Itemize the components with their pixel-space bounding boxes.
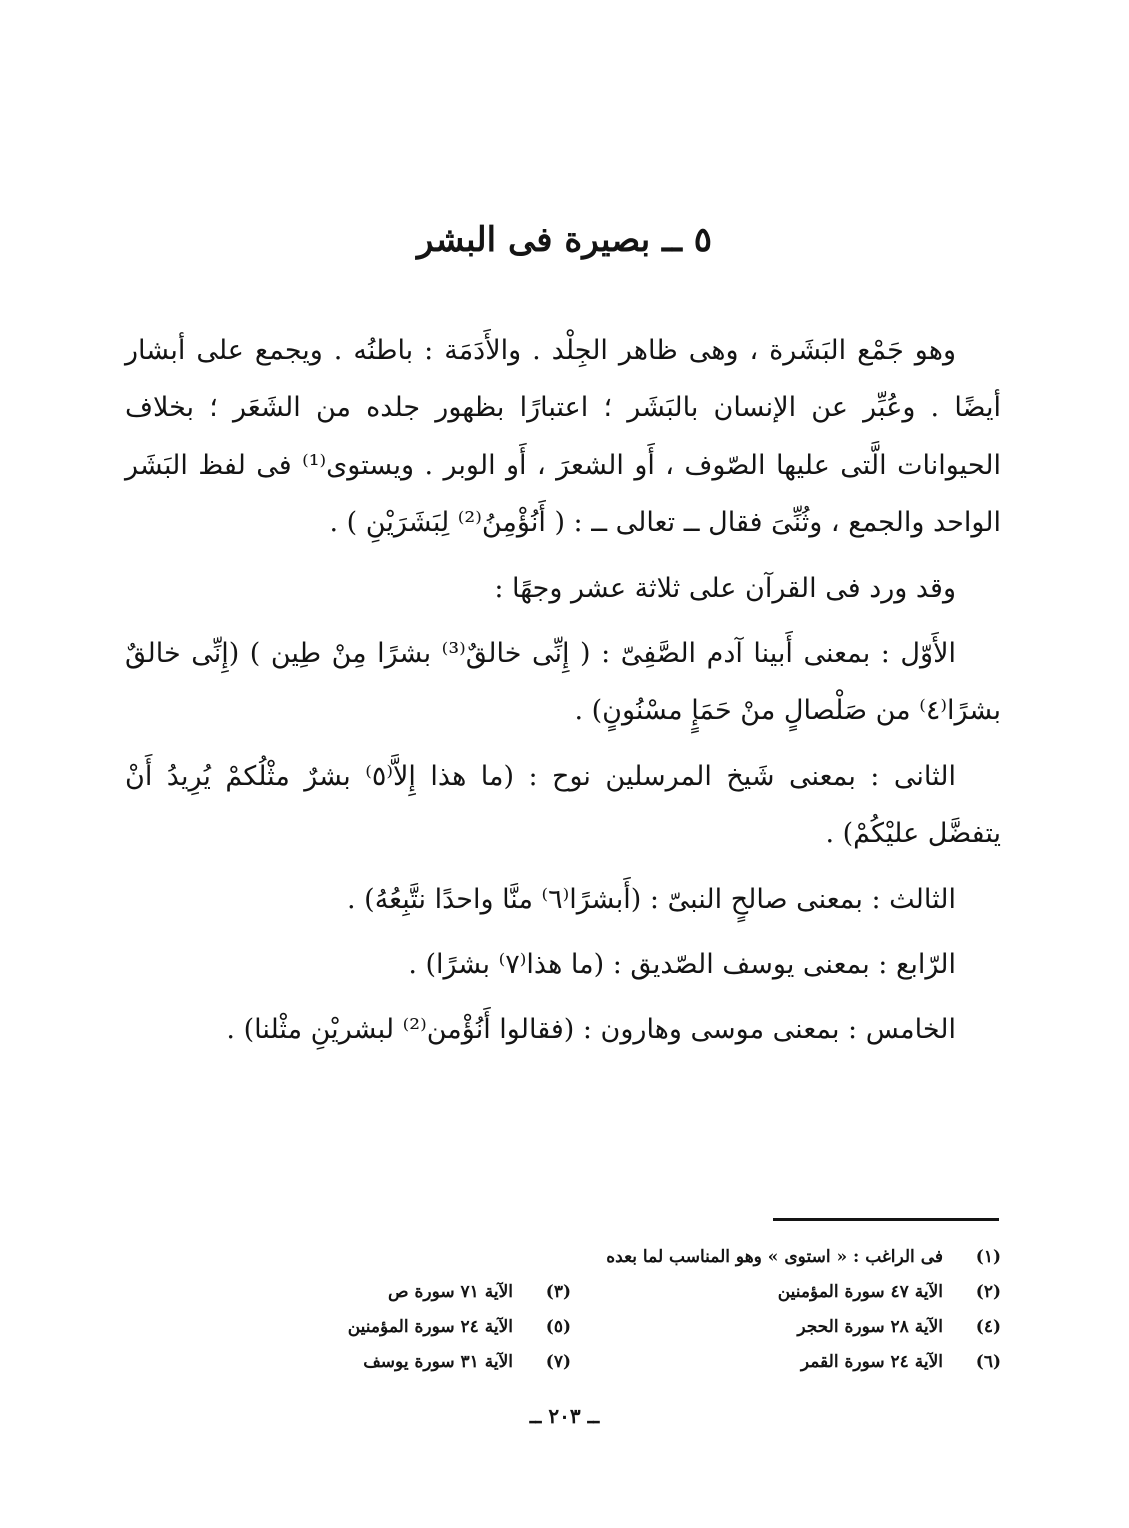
footnote-text: الآية ٤٧ سورة المؤمنين <box>777 1282 943 1302</box>
footnote-number: (٢) <box>975 1282 1001 1302</box>
footnote-row <box>141 1345 1001 1380</box>
paragraph-sense-1: الأَوّل : بمعنى أَبينا آدم الصَّفِىّ : ( إِنِّى خالقٌ⁽³⁾ بشرًا مِنْ طِين ) (إِنِّى خالقٌ بشرًا⁽٤⁾ من صَلْصالٍ منْ حَمَإٍ مسْنُونٍ) . <box>125 638 1001 727</box>
footnote-number: (١) <box>975 1247 1001 1267</box>
paragraph-sense-2: الثانى : بمعنى شَيخ المرسلين نوح : (ما هذا إِلاَّ⁽٥⁾ بشرٌ مثْلُكمْ يُرِيدُ أَنْ يتفضَّل عليْكُمْ) . <box>125 760 1001 850</box>
footnote-text: الآية ٢٤ سورة القمر <box>800 1352 943 1372</box>
footnote-text: فى الراغب : « استوى » وهو المناسب لما بعده <box>606 1247 943 1267</box>
paragraph-sense-5: الخامس : بمعنى موسى وهارون : (فقالوا أَنُؤْمن⁽²⁾ لبشريْنِ مثْلنا) . <box>226 1014 956 1046</box>
footnote-text: الآية ٢٨ سورة الحجر <box>797 1317 943 1337</box>
footnote-number: (٣) <box>545 1282 571 1302</box>
footnote-divider <box>773 1218 999 1221</box>
footnote-item <box>571 1345 1001 1380</box>
footnotes <box>141 1240 1001 1380</box>
body-text <box>125 322 1001 1059</box>
footnote-number: (٧) <box>545 1352 571 1372</box>
footnote-item <box>141 1275 571 1310</box>
footnote-row <box>141 1240 1001 1275</box>
footnote-number: (٥) <box>545 1317 571 1337</box>
paragraph-sense-3: الثالث : بمعنى صالحٍ النبىّ : (أَبشرًا⁽٦⁾ منَّا واحدًا نتَّبِعُهُ) . <box>347 883 956 915</box>
paragraph-intro: وهو جَمْع البَشَرة ، وهى ظاهر الجِلْد . والأَدَمَة : باطنُه . ويجمع على أبشار أيضًا . وعُبِّر عن الإنسان بالبَشَر ؛ اعتبارًا بظهور جلده من الشَعَر ؛ بخلاف الحيوانات الَّتى عليها الصّوف ، أَو الشعرَ ، أَو الوبر . ويستوى⁽¹⁾ فى لفظ البَشَر الواحد والجمع ، وثُنِّىَ فقال ــ تعالى ــ : ( أَنُؤْمِنُ⁽²⁾ لِبَشَرَيْنِ ) . <box>125 335 1001 539</box>
paragraph-senses-intro: وقد ورد فى القرآن على ثلاثة عشر وجهًا : <box>494 572 956 604</box>
footnote-row <box>141 1310 1001 1345</box>
footnote-text: الآية ٣١ سورة يوسف <box>363 1352 513 1372</box>
page-number: ــ ٢٠٣ ــ <box>529 1404 600 1428</box>
section-title: ٥ ــ بصيرة فى البشر <box>416 220 713 260</box>
paragraph-sense-4: الرّابع : بمعنى يوسف الصّديق : (ما هذا⁽٧⁾ بشرًا) . <box>408 949 956 981</box>
footnote-number: (٤) <box>975 1317 1001 1337</box>
footnote-number: (٦) <box>975 1352 1001 1372</box>
footnote-item <box>141 1345 571 1380</box>
footnote-item <box>141 1310 571 1345</box>
footnote-item <box>571 1275 1001 1310</box>
footnote-item <box>571 1310 1001 1345</box>
footnote-row <box>141 1275 1001 1310</box>
footnote-text: الآية ٢٤ سورة المؤمنين <box>347 1317 513 1337</box>
footnote-text: الآية ٧١ سورة ص <box>388 1282 513 1302</box>
